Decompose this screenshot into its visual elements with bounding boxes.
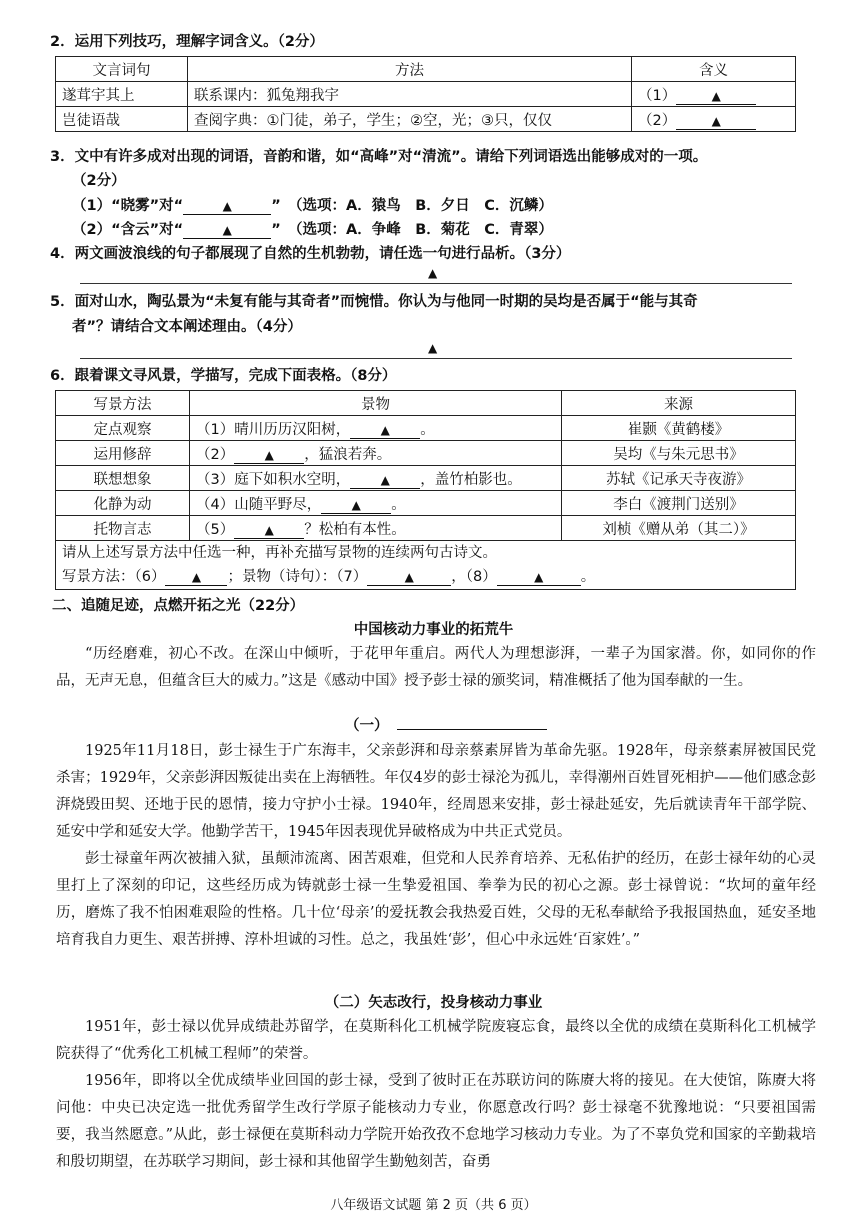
scene-pre: （3）庭下如积水空明， [196,471,351,488]
answer-blank[interactable] [350,422,420,439]
q6-row3-scene [190,466,562,491]
q6-footer-scene-label: ；景物（诗句）：（7） [227,569,368,585]
q3-item2-options: （选项：A．争峰 B．菊花 C．青翠） [295,222,553,238]
q6-row1-source: 崔颢《黄鹤楼》 [562,416,796,441]
scene-pre: （4）山随平野尽， [196,496,322,513]
q6-footer-sep: ，（8） [451,569,497,585]
answer-blank[interactable] [234,447,304,464]
q2-table [55,56,796,132]
q6-row2-method: 运用修辞 [56,441,190,466]
part1-label: （一） [345,717,389,734]
q6-row3-method: 联想想象 [56,466,190,491]
q4-answer-line[interactable] [80,283,792,284]
q3-item2 [72,220,553,240]
answer-blank[interactable] [367,569,451,586]
q2-row2-phrase: 岂徒语哉 [56,107,188,132]
q6-row5-method: 托物言志 [56,516,190,541]
q6-row4-source: 李白《渡荆门送别》 [562,491,796,516]
q5-line1: 5．面对山水，陶弘景为“未复有能与其奇者”而惋惜。你认为与他同一时期的吴均是否属于“能与其奇 [50,294,698,310]
triangle-mark: ▲ [351,497,361,512]
q5-line2: 者”？请结合文本阐述理由。（4分） [72,319,302,335]
scene-pre: （2） [196,446,235,463]
q6-footer-prompt: 请从上述写景方法中任选一种，再补充描写景物的连续两句古诗文。 [62,545,497,561]
q3-item2-post: ” [271,222,281,238]
q2-row1-phrase: 遂茸宇其上 [56,82,188,107]
q2-row2-answer-label: （2） [638,112,677,129]
paragraph-3: 1951年，彭士禄以优异成绩赴苏留学，在莫斯科化工机械学院废寝忘食，最终以全优的成绩在莫斯科化工机械学院获得了“优秀化工机械工程师”的荣誉。 [56,1019,816,1062]
answer-blank[interactable] [321,497,391,514]
q2-row1-answer [632,82,796,107]
q6-row2-source: 吴均《与朱元思书》 [562,441,796,466]
triangle-mark: ▲ [404,570,414,584]
page-footer: 八年级语文试题 第 2 页（共 6 页） [330,1198,537,1213]
passage-part2 [56,1014,816,1176]
intro-paragraph: “历经磨难，初心不改。在深山中倾听，于花甲年重启。两代人为理想澎湃，一辈子为国家潜。你，如同你的作品，无声无息，但蕴含巨大的威力。”这是《感动中国》授予彭士禄的颁奖词，精准概括了他为国奉献的一生。 [56,646,816,689]
triangle-mark: ▲ [264,522,274,537]
passage-title: 中国核动力事业的拓荒牛 [353,622,514,638]
q6-header-method: 写景方法 [56,391,190,416]
q3-item1-pre: “晓雾”对“ [111,198,184,214]
triangle-mark: ▲ [264,447,274,462]
q3-item1-post: ” [271,198,281,214]
q6-row2-scene [190,441,562,466]
paragraph-4: 1956年，即将以全优成绩毕业回国的彭士禄，受到了彼时正在苏联访问的陈赓大将的接见。在大使馆，陈赓大将问他：中央已决定选一批优秀留学生改行学原子能核动力专业，你愿意改行吗？彭士禄毫不犹豫地说：“只要祖国需要，我当然愿意。”从此，彭士禄便在莫斯科动力学院开始孜孜不怠地学习核动力专业。为了不辜负党和国家的辛勤栽培和殷切期望，在苏联学习期间，彭士禄和其他留学生勤勉刻苦，奋勇 [56,1073,816,1170]
triangle-mark: ▲ [380,472,390,487]
triangle-mark: ▲ [222,223,232,237]
q6-row1-scene [190,416,562,441]
q3-item1-options: （选项：A．猿鸟 B．夕日 C．沉鳞） [295,198,553,214]
q6-footer-end: 。 [580,569,596,585]
answer-blank[interactable] [676,88,756,105]
triangle-mark: ▲ [711,113,721,128]
scene-post: ？松柏有本性。 [304,521,406,538]
q6-header-source: 来源 [562,391,796,416]
q3-prompt: 3．文中有许多成对出现的词语，音韵和谐，如“高峰”对“清流”。请给下列词语选出能够成对的一项。 [50,149,708,165]
q2-prompt: 2．运用下列技巧，理解字词含义。（2分） [50,34,324,50]
part2-heading: （二）矢志改行，投身核动力事业 [324,994,543,1011]
triangle-mark: ▲ [380,422,390,437]
scene-post: ，盖竹柏影也。 [420,471,522,488]
q2-row2-answer [632,107,796,132]
q6-row4-method: 化静为动 [56,491,190,516]
paragraph-2: 彭士禄童年两次被捕入狱，虽颠沛流离、困苦艰难，但党和人民养育培养、无私佑护的经历，在彭士禄年幼的心灵里打上了深刻的印记，这些经历成为铸就彭士禄一生挚爱祖国、拳拳为民的初心之源。彭士禄曾说：“坎坷的童年经历，磨炼了我不怕困难艰险的性格。几十位‘母亲’的爱抚教会我热爱百姓，父母的无私奉献给予我报国热血，延安圣地培育我自力更生、艰苦拼搏、淳朴坦诚的习性。总之，我虽姓‘彭’，但心中永远姓‘百家姓’。” [56,851,816,948]
triangle-mark: ▲ [428,266,438,280]
triangle-mark: ▲ [222,199,232,213]
scene-post: 。 [420,421,435,438]
q6-row5-scene [190,516,562,541]
triangle-mark: ▲ [428,341,438,355]
answer-blank[interactable] [497,569,581,586]
q3-score: （2分） [72,173,126,189]
q6-header-scene: 景物 [190,391,562,416]
passage-part1 [56,738,816,954]
section2-heading: 二、追随足迹，点燃开拓之光（22分） [52,598,305,614]
scene-pre: （5） [196,521,235,538]
q2-row2-method: 查阅字典：①门徒，弟子，学生；②空，光；③只，仅仅 [188,107,632,132]
q6-table [55,390,796,590]
q6-footer-answers [62,565,789,589]
answer-blank[interactable] [350,472,420,489]
q2-header-meaning: 含义 [632,57,796,82]
q2-row1-answer-label: （1） [638,87,677,104]
q6-row3-source: 苏轼《记承天寺夜游》 [562,466,796,491]
scene-post: ，猛浪若奔。 [304,446,392,463]
q3-item2-num: （2） [72,222,112,238]
part1-title-blank[interactable] [397,729,547,730]
triangle-mark: ▲ [534,570,544,584]
q4-prompt: 4．两文画波浪线的句子都展现了自然的生机勃勃，请任选一句进行品析。（3分） [50,246,571,262]
part1-heading [345,716,547,736]
q3-item2-pre: “含云”对“ [111,222,184,238]
answer-blank[interactable] [676,113,756,130]
answer-blank[interactable] [234,522,304,539]
answer-blank[interactable] [165,569,227,586]
q2-row1-method: 联系课内：狐兔翔我宇 [188,82,632,107]
passage-intro [56,641,816,695]
paragraph-1: 1925年11月18日，彭士禄生于广东海丰，父亲彭湃和母亲蔡素屏皆为革命先驱。1928年，母亲蔡素屏被国民党杀害；1929年，父亲彭湃因叛徒出卖在上海牺牲。年仅4岁的彭士禄沦为孤儿，幸得潮州百姓冒死相护——他们感念彭湃烧毁田契、还地于民的恩情，接力守护小士禄。1940年，经周恩来安排，彭士禄赴延安，先后就读青年干部学院、延安中学和延安大学。他勤学苦干，1945年因表现优异破格成为中共正式党员。 [56,743,816,840]
q2-header-phrase: 文言词句 [56,57,188,82]
q6-footer-cell [56,541,796,590]
q3-item1 [72,196,553,216]
triangle-mark: ▲ [191,570,202,584]
q6-row4-scene [190,491,562,516]
q2-header-method: 方法 [188,57,632,82]
q5-answer-line[interactable] [80,358,792,359]
triangle-mark: ▲ [711,88,721,103]
scene-post: 。 [391,496,406,513]
q6-footer-method-label: 写景方法：（6） [62,569,166,585]
answer-blank[interactable] [183,198,271,215]
q6-row1-method: 定点观察 [56,416,190,441]
q6-row5-source: 刘桢《赠从弟（其二）》 [562,516,796,541]
answer-blank[interactable] [183,222,271,239]
q6-prompt: 6．跟着课文寻风景，学描写，完成下面表格。（8分） [50,368,397,384]
q3-item1-num: （1） [72,198,112,214]
scene-pre: （1）晴川历历汉阳树， [196,421,351,438]
